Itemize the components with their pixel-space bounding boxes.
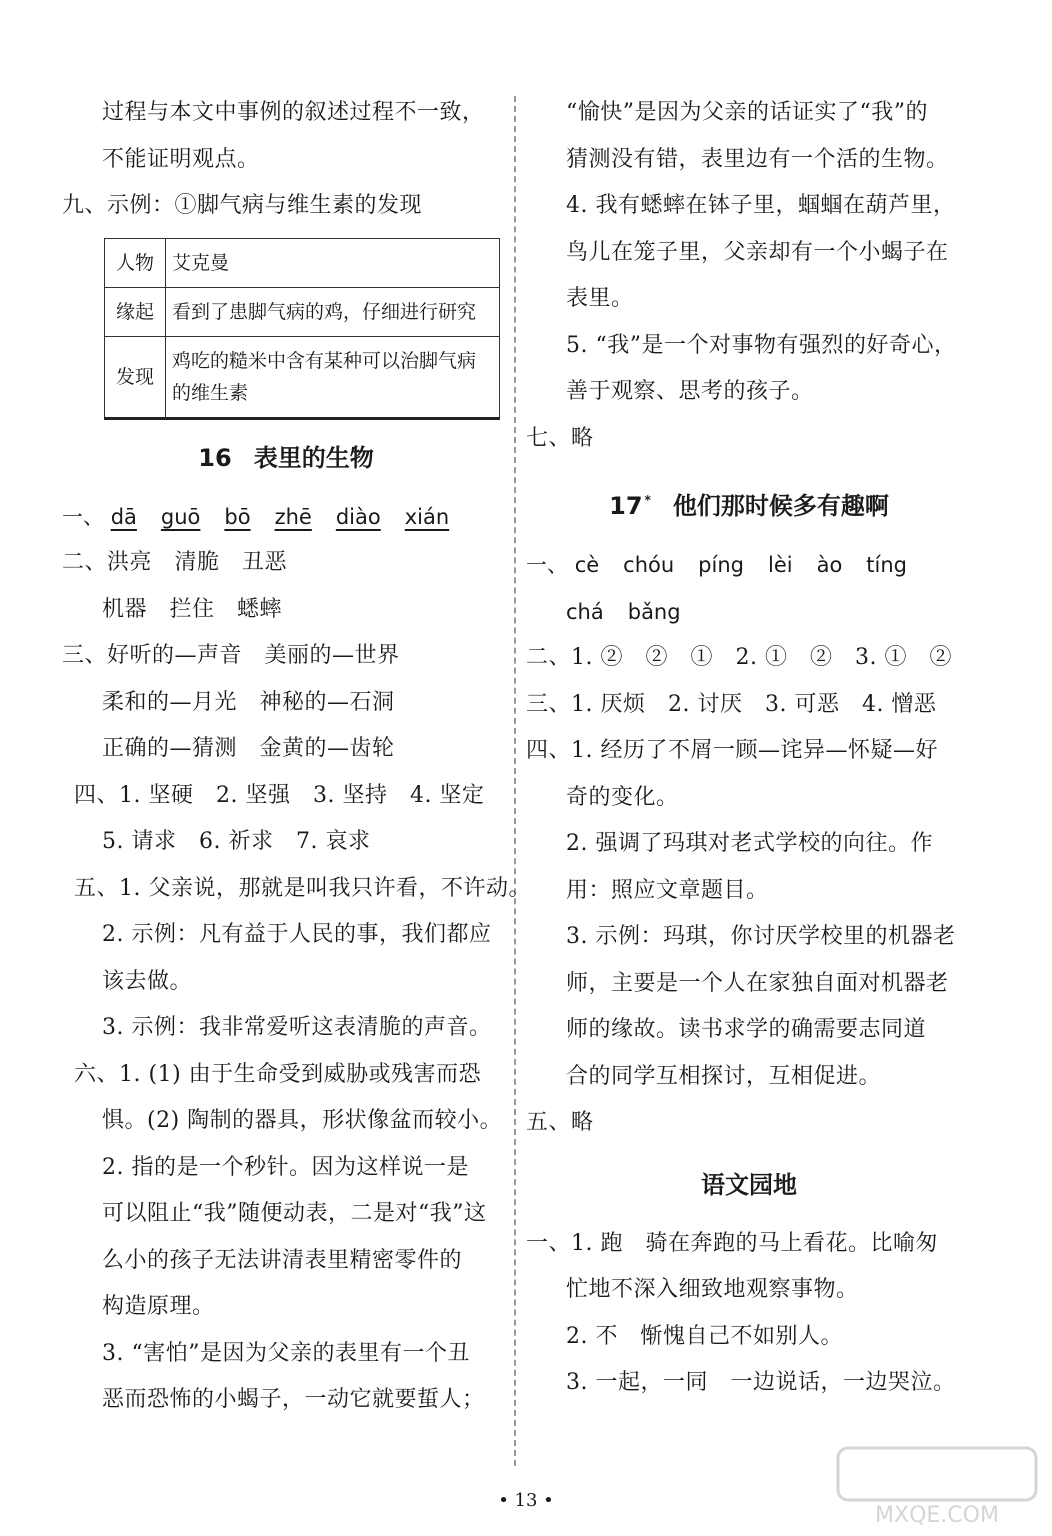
text-line: 不能证明观点。: [102, 146, 260, 172]
lesson-title-text: 他们那时候多有趣啊: [672, 492, 889, 520]
table-key: 发现: [105, 336, 166, 418]
pinyin-item: chá: [566, 599, 604, 624]
pinyin-item: diào: [335, 504, 381, 529]
table-value: 看到了患脚气病的鸡，仔细进行研究: [166, 287, 500, 336]
text-line: 3. 一起，一同 一边说话，一边哭泣。: [566, 1370, 956, 1395]
text-line: 合的同学互相探讨，互相促进。: [566, 1063, 882, 1089]
svg-text:MXQE.COM: MXQE.COM: [875, 1503, 999, 1528]
lesson-17-title: [526, 476, 972, 530]
text-line: 二、洪亮 清脆 丑恶: [62, 550, 288, 575]
table-key: 缘起: [105, 287, 166, 336]
text-line: 3. 示例：玛琪，你讨厌学校里的机器老: [566, 924, 956, 949]
text-line: 师的缘故。读书求学的确需要志同道: [566, 1017, 927, 1042]
text-line: 三、1. 厌烦 2. 讨厌 3. 可恶 4. 憎恶: [526, 691, 937, 717]
text-line: 五、略: [526, 1110, 594, 1135]
pinyin-item: chóu: [623, 553, 675, 577]
discovery-table: [104, 238, 500, 420]
question-label: 一、: [526, 553, 568, 577]
text-line: 四、1. 经历了不屑一顾—诧异—怀疑—好: [526, 738, 938, 763]
text-line: 六、1. (1) 由于生命受到威胁或残害而恐: [74, 1061, 482, 1087]
question-label: 一、: [62, 504, 104, 529]
text-line: 该去做。: [102, 968, 193, 994]
pinyin-answers-continued: [526, 589, 972, 636]
pinyin-item: bǎng: [627, 599, 681, 624]
pinyin-item: píng: [698, 553, 744, 577]
text-line: 善于观察、思考的孩子。: [566, 379, 814, 404]
lesson-title-text: 表里的生物: [253, 443, 374, 472]
text-line: 猜测没有错，表里边有一个活的生物。: [566, 146, 949, 172]
page-number: • 13 •: [498, 1490, 554, 1511]
pinyin-answers: [62, 494, 510, 541]
section-nine-heading: 九、示例：①脚气病与维生素的发现: [62, 193, 423, 218]
table-key: 人物: [105, 238, 166, 287]
right-column: [526, 90, 972, 1407]
text-line: 2. 强调了玛琪对老式学校的向往。作: [566, 831, 933, 856]
text-line: 可以阻止“我”随便动表，二是对“我”这: [102, 1201, 487, 1226]
text-line: 七、略: [526, 425, 594, 451]
text-line: 鸟儿在笼子里，父亲却有一个小蝎子在: [566, 239, 949, 265]
text-line: 三、好听的—声音 美丽的—世界: [62, 643, 400, 668]
text-line: 3. “害怕”是因为父亲的表里有一个丑: [102, 1340, 470, 1366]
text-line: 二、1. ② ② ① 2. ① ② 3. ① ②: [526, 645, 952, 670]
text-line: 5. 请求 6. 祈求 7. 哀求: [102, 829, 371, 854]
text-line: 机器 拦住 蟋蟀: [102, 596, 283, 622]
text-line: 正确的—猜测 金黄的—齿轮: [102, 736, 395, 761]
text-line: 2. 示例：凡有益于人民的事，我们都应: [102, 922, 492, 947]
answer-lines: [526, 90, 972, 462]
lesson-number: 16: [198, 443, 232, 472]
column-divider: [514, 96, 516, 1466]
pinyin-answers: [526, 542, 972, 589]
text-line: 3. 示例：我非常爱听这表清脆的声音。: [102, 1015, 492, 1040]
table-row: [105, 238, 500, 287]
lesson-number: 17 *: [609, 492, 651, 520]
left-column: [62, 90, 531, 1424]
table-row: [105, 336, 500, 418]
pinyin-item: ào: [816, 553, 843, 577]
text-line: 恶而恐怖的小蝎子，一动它就要蜇人；: [102, 1387, 485, 1412]
text-line: 2. 指的是一个秒针。因为这样说一是: [102, 1154, 469, 1180]
lesson-16-title: [62, 434, 510, 482]
self-study-mark: *: [644, 493, 651, 507]
pinyin-item: xián: [404, 504, 450, 529]
answer-lines: [62, 540, 531, 1424]
pinyin-item: bō: [224, 504, 251, 529]
text-line: 4. 我有蟋蟀在钵子里，蝈蝈在葫芦里，: [566, 193, 956, 218]
text-line: 柔和的—月光 神秘的—石洞: [102, 689, 395, 715]
text-line: “愉快”是因为父亲的话证实了“我”的: [566, 100, 928, 125]
pinyin-item: lèi: [767, 553, 793, 577]
pinyin-item: dā: [110, 504, 137, 529]
pinyin-item: guō: [160, 504, 201, 529]
text-line: 师，主要是一个人在家独自面对机器老: [566, 970, 949, 996]
table-value: 鸡吃的糙米中含有某种可以治脚气病的维生素: [166, 336, 500, 418]
pinyin-item: tíng: [866, 553, 908, 577]
text-line: 惧。(2) 陶制的器具，形状像盆而较小。: [102, 1108, 503, 1133]
pinyin-item: cè: [574, 553, 600, 577]
text-line: 表里。: [566, 286, 634, 311]
text-line: 过程与本文中事例的叙述过程不一致，: [102, 100, 485, 125]
table-value: 艾克曼: [166, 238, 500, 287]
text-line: 么小的孩子无法讲清表里精密零件的: [102, 1247, 463, 1273]
text-line: 2. 不 惭愧自己不如别人。: [566, 1323, 843, 1349]
answer-lines: [526, 1221, 972, 1407]
text-line: 用：照应文章题目。: [566, 877, 769, 903]
text-line: 5. “我”是一个对事物有强烈的好奇心，: [566, 332, 957, 358]
answer-lines: [526, 635, 972, 1147]
chinese-garden-title: 语文园地: [701, 1170, 797, 1199]
text-line: 一、1. 跑 骑在奔跑的马上看花。比喻匆: [526, 1230, 938, 1256]
table-row: [105, 287, 500, 336]
text-line: 四、1. 坚硬 2. 坚强 3. 坚持 4. 坚定: [74, 782, 485, 808]
text-line: 忙地不深入细致地观察事物。: [566, 1277, 859, 1302]
pinyin-item: zhē: [274, 504, 312, 529]
text-line: 五、1. 父亲说，那就是叫我只许看，不许动。: [74, 875, 531, 901]
text-line: 奇的变化。: [566, 784, 679, 810]
watermark-logo: [832, 1444, 1042, 1530]
text-line: 构造原理。: [102, 1294, 215, 1319]
